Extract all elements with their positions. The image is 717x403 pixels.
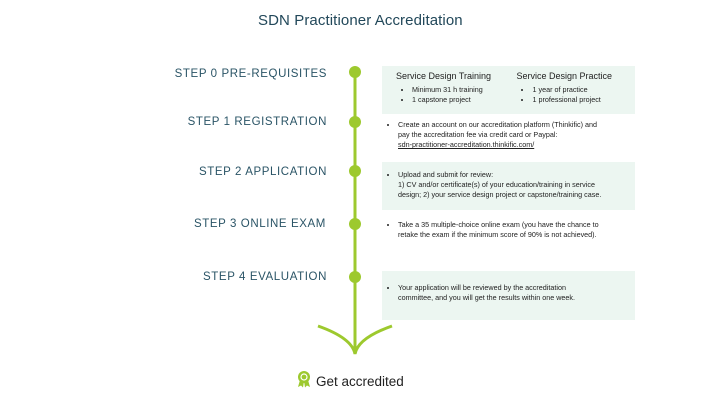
step-2-label: STEP 2 APPLICATION (199, 166, 327, 178)
step-4-box (382, 271, 635, 320)
timeline-node-3 (349, 218, 361, 230)
final-label: Get accredited (316, 374, 404, 389)
step-0-column-2-title: Service Design Practice (516, 71, 613, 81)
step-3-line-1: Take a 35 multiple-choice online exam (you have the chance to (398, 220, 599, 229)
step-4-line-2: committee, and you will get the results within one week. (398, 293, 575, 302)
list-item: • Minimum 31 h training (412, 85, 516, 95)
step-4-line-1: Your application will be reviewed by the accreditation (398, 283, 566, 292)
award-ribbon-icon (296, 370, 312, 393)
step-1-box (382, 116, 635, 154)
step-0-box (382, 66, 635, 114)
timeline-node-2 (349, 165, 361, 177)
step-2-line-1: Upload and submit for review: (398, 170, 494, 179)
list-item: • 1 professional project (532, 95, 635, 105)
step-1-line-1: Create an account on our accreditation platform (Thinkific) and (398, 120, 597, 129)
step-3-box (382, 214, 635, 254)
diagram-title: SDN Practitioner Accreditation (258, 12, 463, 29)
step-0-label: STEP 0 PRE-REQUISITES (174, 68, 327, 80)
step-2-line-3: design; 2) your service design project or capstone/training case. (398, 190, 602, 199)
list-item: • 1 capstone project (412, 95, 516, 105)
step-3-label: STEP 3 ONLINE EXAM (193, 218, 326, 230)
timeline-node-4 (349, 271, 361, 283)
step-1-line-2: pay the accreditation fee via credit card or Paypal: (398, 130, 558, 139)
timeline-node-1 (349, 116, 361, 128)
step-2-box (382, 162, 635, 210)
step-0-column-1-title: Service Design Training (396, 71, 492, 81)
step-2-line-2: 1) CV and/or certificate(s) of your education/training in service (398, 180, 595, 189)
step-4-label: STEP 4 EVALUATION (203, 271, 327, 283)
get-accredited (296, 370, 404, 393)
list-item: • 1 year of practice (532, 85, 635, 95)
step-1-label: STEP 1 REGISTRATION (187, 116, 327, 128)
timeline-node-0 (349, 66, 361, 78)
accreditation-platform-link[interactable]: sdn-practitioner-accreditation.thinkific.com/ (398, 140, 535, 149)
step-3-line-2: retake the exam if the minimum score of 90% is not achieved). (398, 230, 597, 239)
